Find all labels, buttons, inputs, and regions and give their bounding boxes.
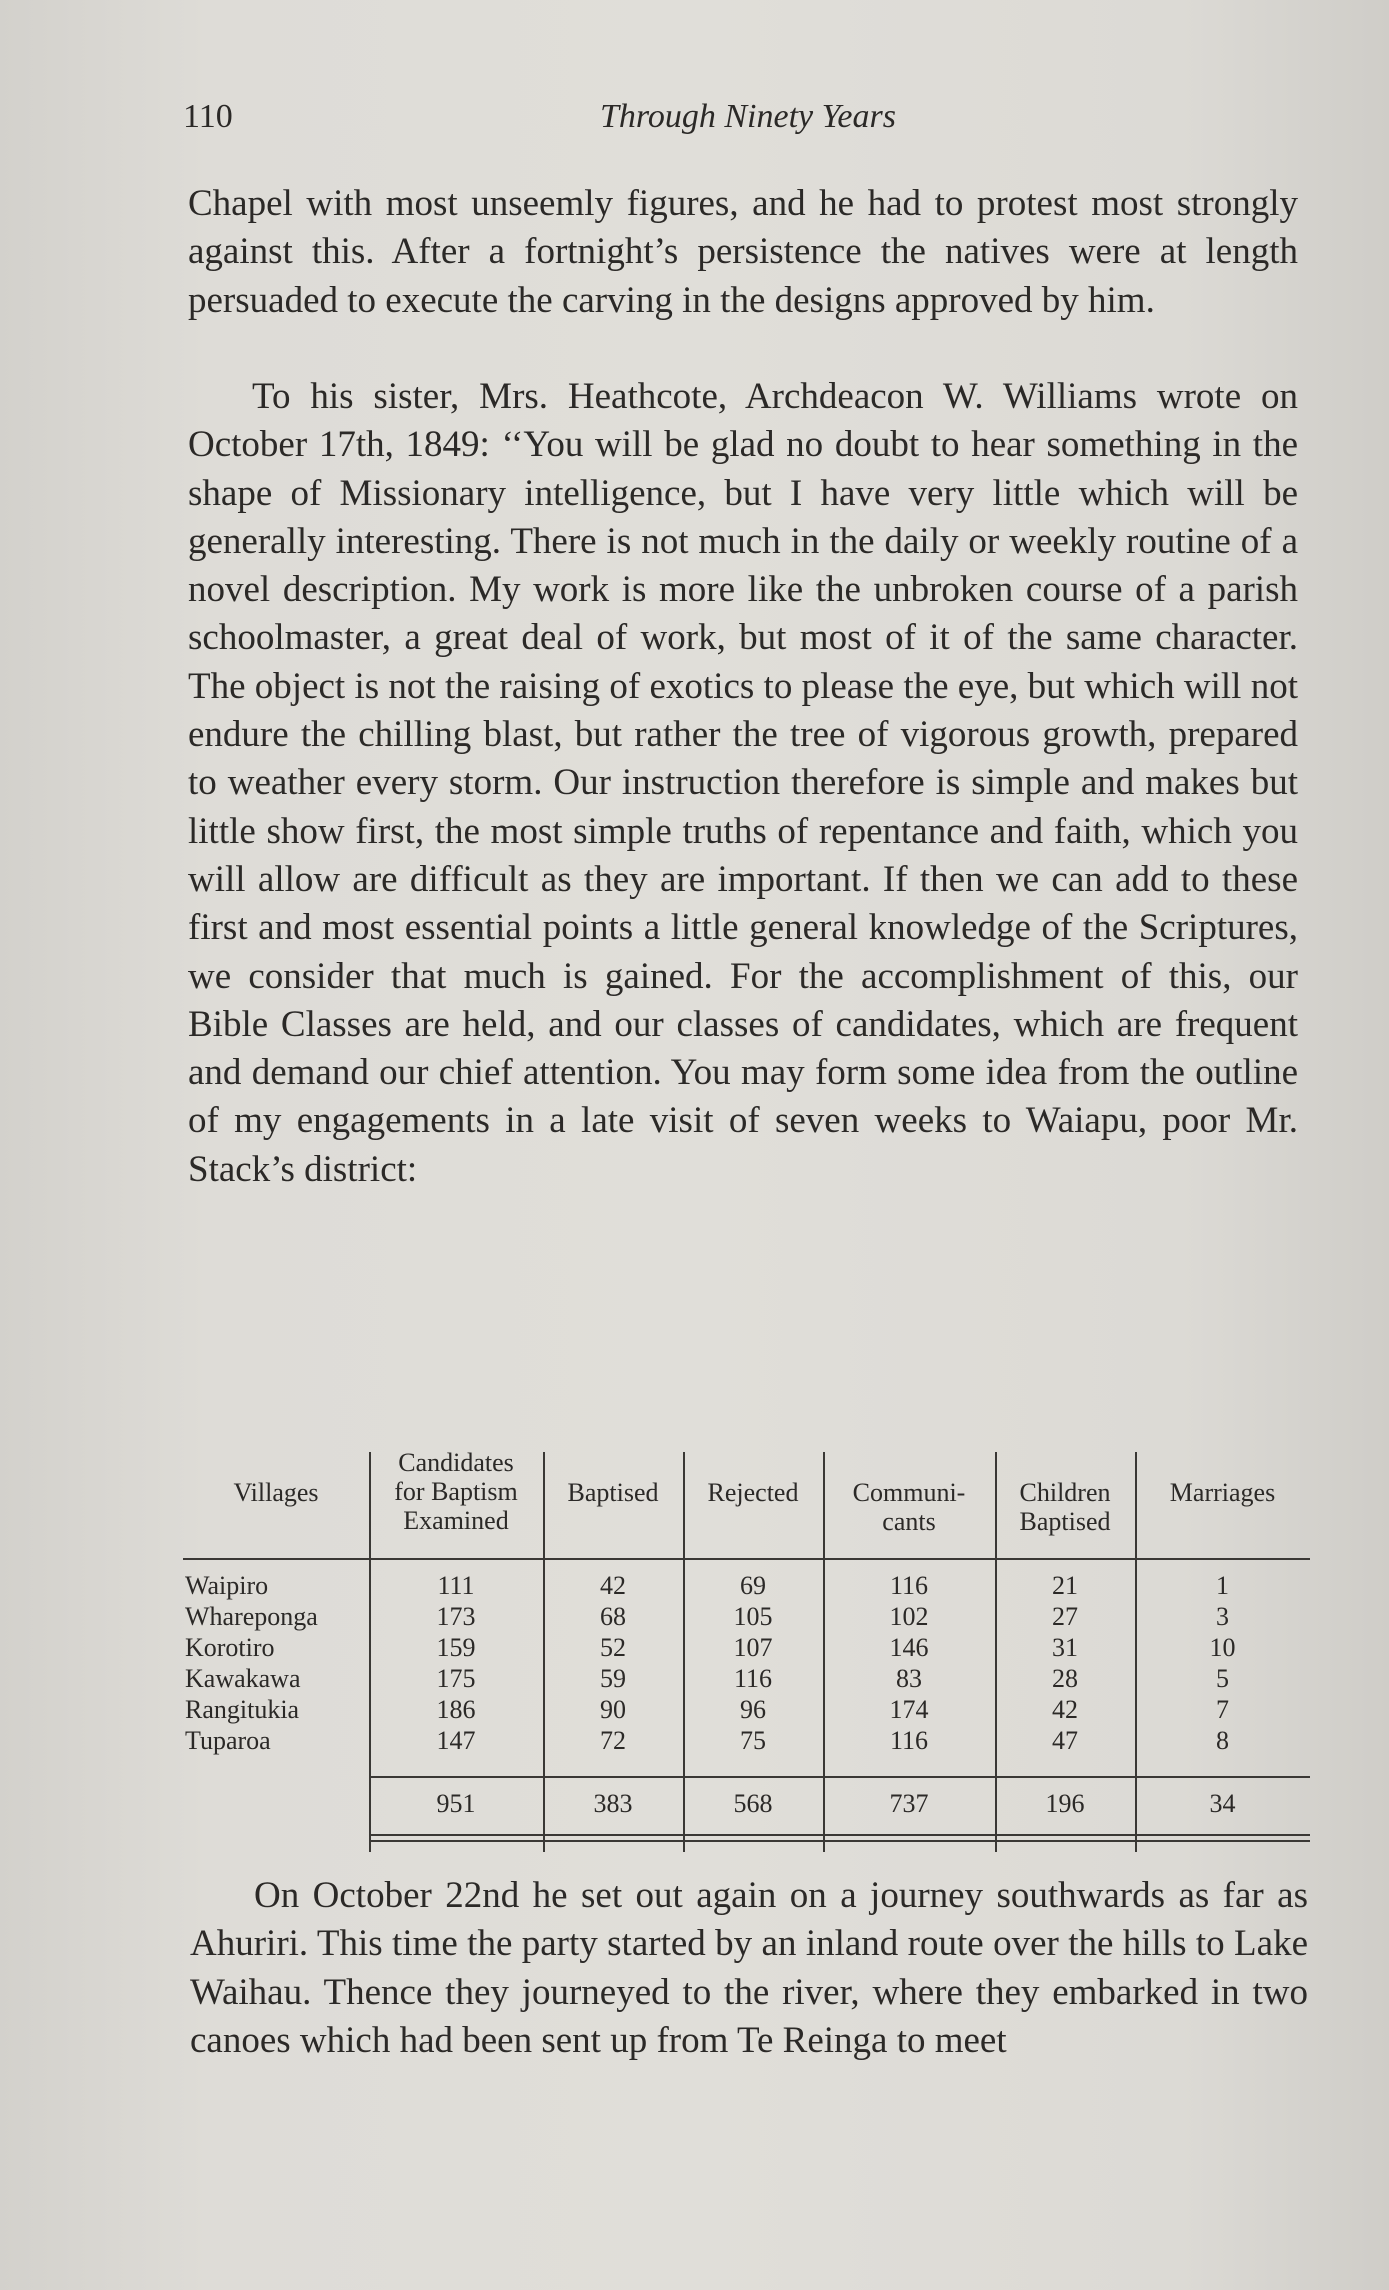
cell-candidates: 173 (436, 1602, 476, 1631)
cell-marriages: 5 (1216, 1664, 1229, 1693)
header-children-baptised: Children Baptised (1019, 1478, 1111, 1536)
cell-candidates: 147 (436, 1726, 476, 1755)
total-rejected: 568 (733, 1789, 773, 1818)
cell-children-baptised: 47 (1052, 1726, 1078, 1755)
paragraph-letter: To his sister, Mrs. Heathcote, Archdeacon W. Williams wrote on October 17th, 1849: ‘‘You will be glad no doubt to hear something in the shape of Missionary intelligence, but I have very little which will be generally interesting. There is not much in the daily or weekly routine of a novel description. My work is more like the unbroken course of a parish schoolmaster, a great deal of work, but most of it of the same character. The object is not the raising of exotics to please the eye, but which will not endure the chilling blast, but rather the tree of vigorous growth, prepared to weather every storm. Our instruction therefore is simple and makes but little show first, the most simple truths of repentance and faith, which you will allow are difficult as they are important. If then we can add to these first and most essential points a little general knowledge of the Scriptures, we consider that much is gained. For the accomplishment of this, our Bible Classes are held, and our classes of candidates, which are frequent and demand our chief attention. You may form some idea from the outline of my engagements in a late visit of seven weeks to Waiapu, poor Mr. Stack’s district: (188, 376, 1298, 1190)
cell-rejected: 116 (733, 1664, 773, 1693)
total-candidates: 951 (436, 1789, 476, 1818)
cell-communicants: 83 (896, 1664, 922, 1693)
cell-marriages: 7 (1216, 1695, 1229, 1724)
cell-children-baptised: 21 (1052, 1571, 1078, 1600)
cell-children-baptised: 27 (1052, 1602, 1078, 1631)
header-candidates: Candidates for Baptism Examined (394, 1448, 518, 1535)
cell-communicants: 146 (889, 1633, 929, 1662)
cell-rejected: 75 (740, 1726, 766, 1755)
cell-communicants: 102 (889, 1602, 929, 1631)
cell-marriages: 10 (1209, 1633, 1236, 1662)
cell-candidates: 175 (436, 1664, 476, 1693)
cell-rejected: 105 (733, 1602, 773, 1631)
totals-rule (369, 1776, 1310, 1778)
header-villages: Villages (233, 1478, 319, 1507)
statistics-table (183, 1448, 1310, 1854)
village-name: Waipiro (185, 1571, 269, 1600)
cell-candidates: 159 (436, 1633, 476, 1662)
header-communicants: Communi- cants (852, 1478, 966, 1536)
village-name: Rangitukia (185, 1695, 300, 1724)
cell-rejected: 69 (740, 1571, 766, 1600)
paragraph-journey: On October 22nd he set out again on a journey southwards as far as Ahuriri. This time the party started by an inland route over the hills to Lake Waihau. Thence they journeyed to the river, where they embarked in two canoes which had been sent up from Te Reinga to meet (190, 1875, 1308, 2061)
cell-baptised: 42 (600, 1571, 626, 1600)
cell-marriages: 8 (1216, 1726, 1229, 1755)
cell-rejected: 96 (740, 1695, 766, 1724)
cell-marriages: 1 (1216, 1571, 1229, 1600)
village-name: Tuparoa (185, 1726, 271, 1755)
village-name: Kawakawa (185, 1664, 301, 1693)
cell-baptised: 72 (600, 1726, 626, 1755)
header-marriages: Marriages (1169, 1478, 1276, 1507)
cell-marriages: 3 (1216, 1602, 1229, 1631)
cell-children-baptised: 31 (1052, 1633, 1078, 1662)
village-name: Whareponga (185, 1602, 318, 1631)
header-baptised: Baptised (567, 1478, 659, 1507)
cell-baptised: 90 (600, 1695, 626, 1724)
page-number: 110 (183, 98, 233, 135)
paragraph-continuation: Chapel with most unseemly figures, and he had to protest most strongly against this. After a fortnight’s persistence the natives were at length persuaded to execute the carving in the designs approved by him. (188, 183, 1298, 321)
village-name: Korotiro (185, 1633, 275, 1662)
bottom-double-rule (369, 1834, 1310, 1836)
bottom-double-rule (369, 1840, 1310, 1842)
total-children-baptised: 196 (1045, 1789, 1085, 1818)
cell-communicants: 174 (889, 1695, 929, 1724)
cell-candidates: 111 (437, 1571, 475, 1600)
total-marriages: 34 (1209, 1789, 1236, 1818)
cell-children-baptised: 42 (1052, 1695, 1078, 1724)
total-communicants: 737 (889, 1789, 929, 1818)
cell-rejected: 107 (733, 1633, 773, 1662)
header-rule (183, 1558, 1310, 1560)
page-header (183, 98, 1313, 148)
header-rejected: Rejected (707, 1478, 799, 1507)
cell-baptised: 59 (600, 1664, 626, 1693)
cell-baptised: 68 (600, 1602, 626, 1631)
cell-children-baptised: 28 (1052, 1664, 1078, 1693)
cell-candidates: 186 (436, 1695, 476, 1724)
cell-communicants: 116 (889, 1571, 929, 1600)
total-baptised: 383 (593, 1789, 633, 1818)
running-title: Through Ninety Years (600, 98, 896, 135)
cell-communicants: 116 (889, 1726, 929, 1755)
cell-baptised: 52 (600, 1633, 626, 1662)
